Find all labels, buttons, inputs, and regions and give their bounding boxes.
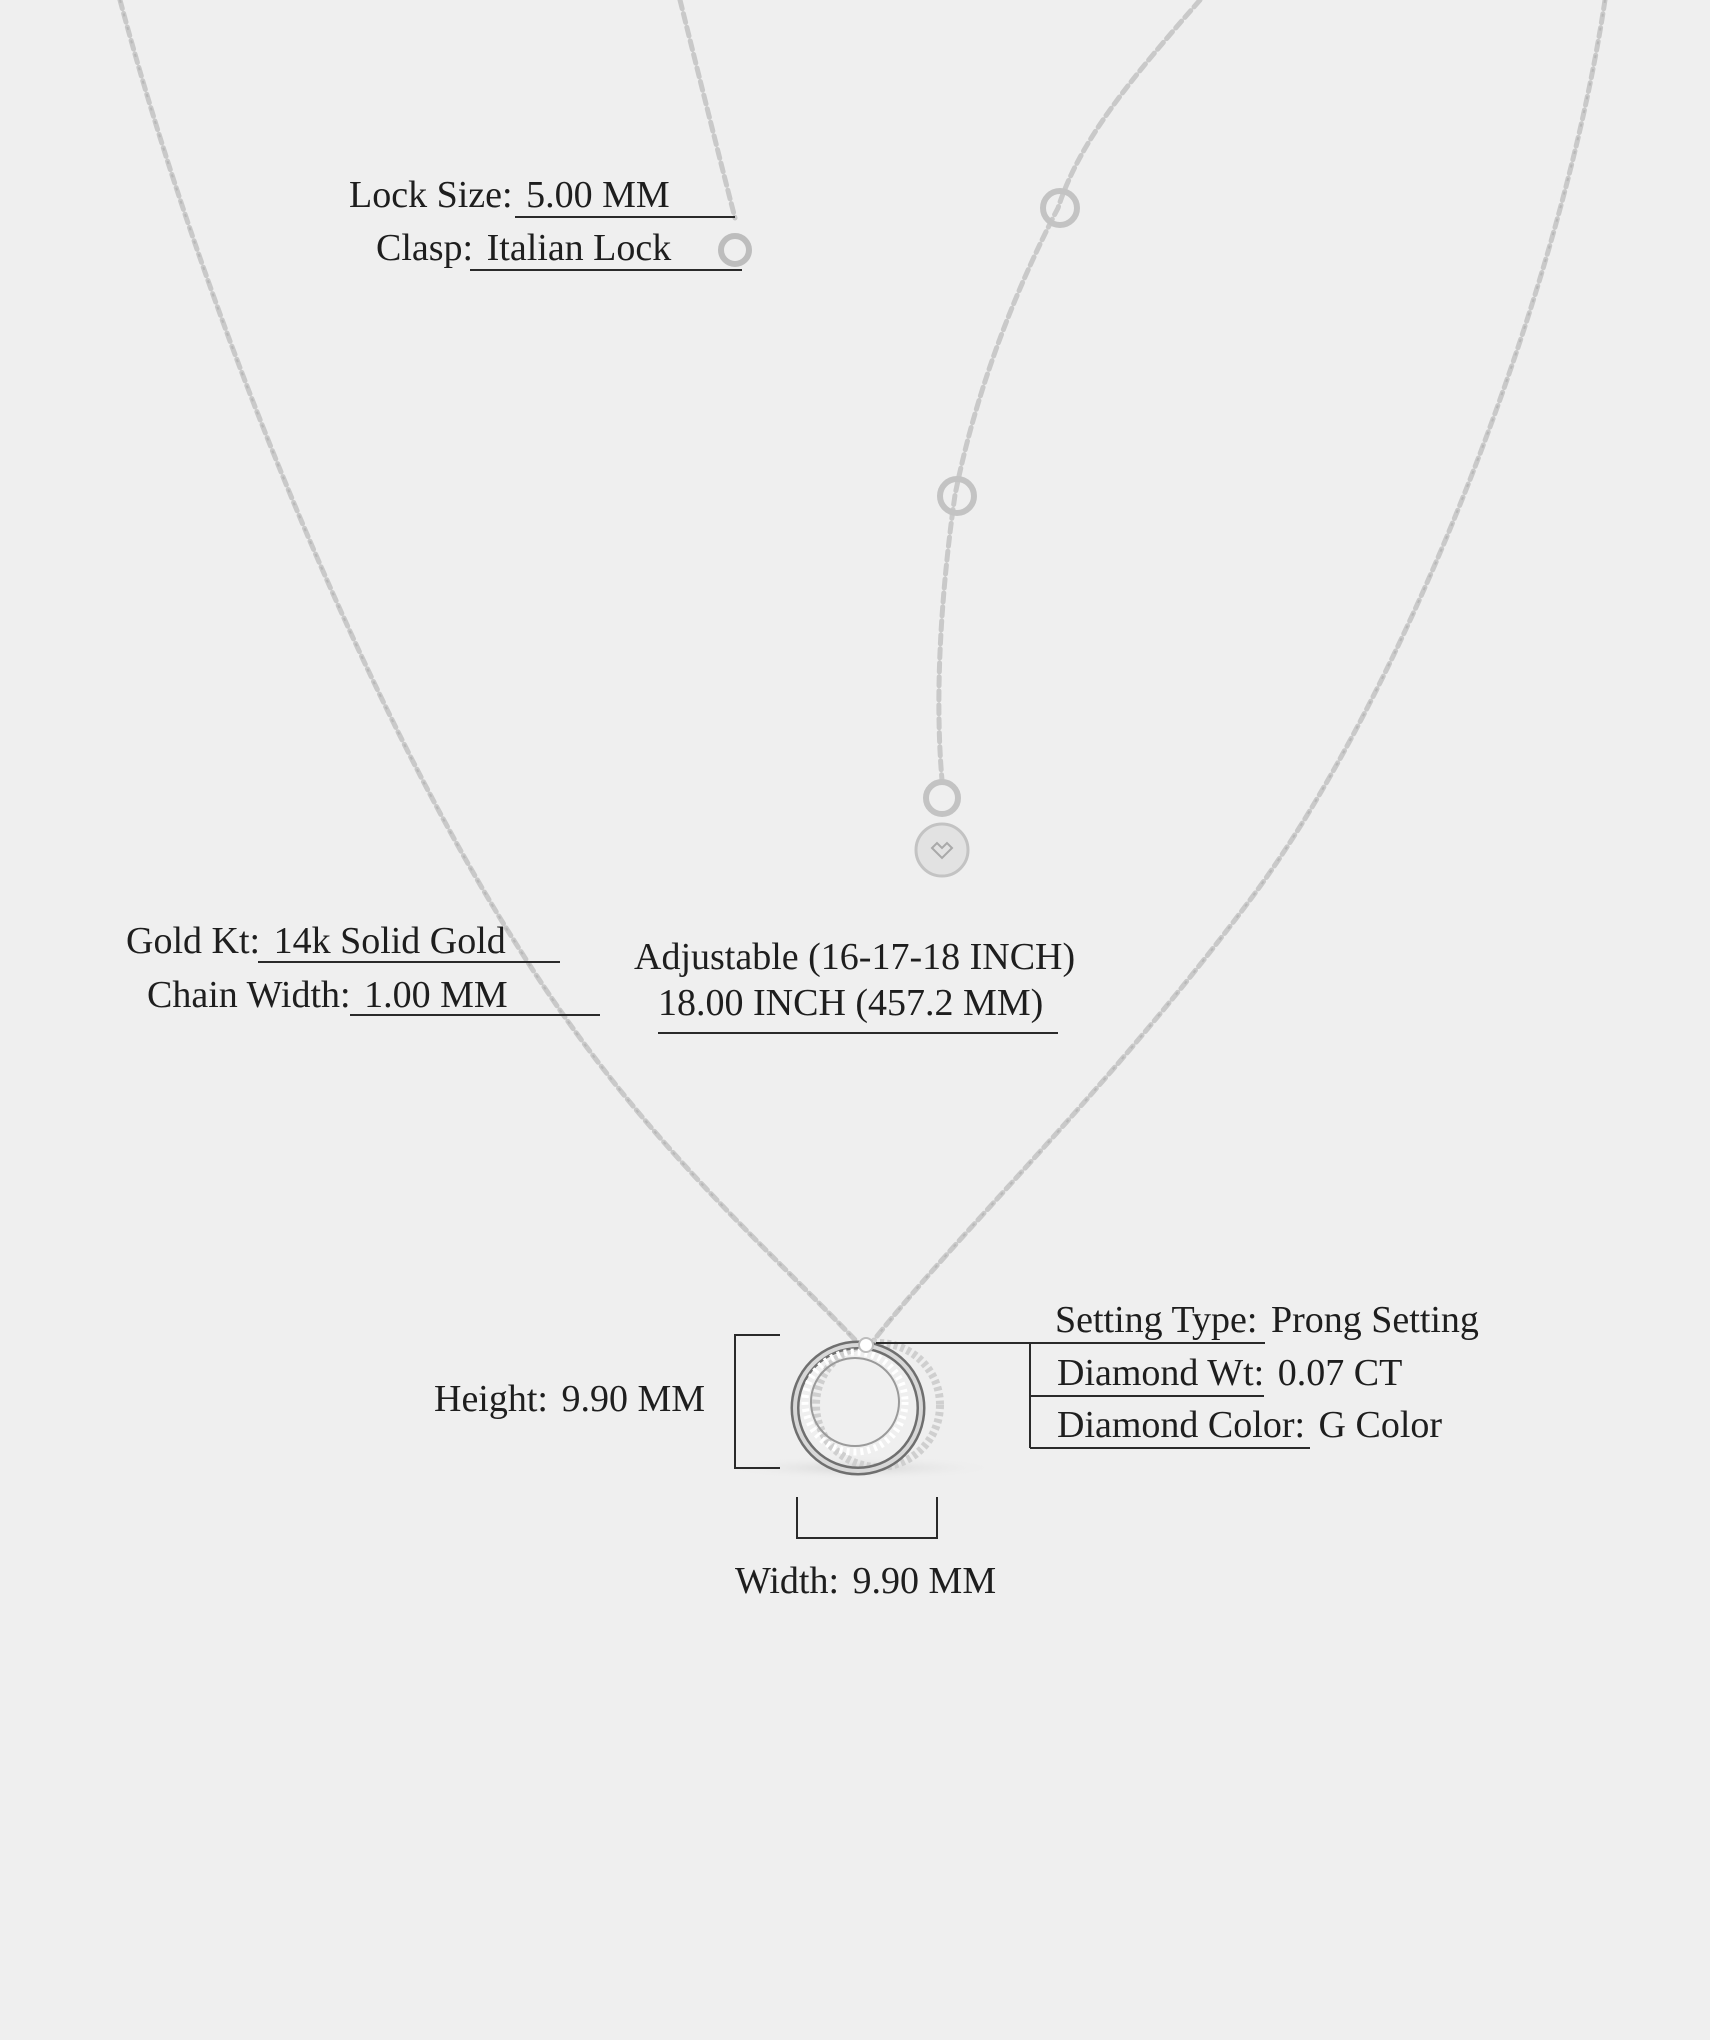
clasp-label: Clasp: — [376, 227, 474, 269]
width-spec — [735, 1562, 996, 1600]
length-value: 18.00 INCH (457.2 MM) — [658, 982, 1044, 1024]
setting-type-spec — [1055, 1301, 1479, 1339]
logo-tag-icon — [916, 824, 968, 876]
height-spec — [434, 1380, 705, 1418]
chain-width-spec — [147, 976, 508, 1014]
chain-right-strand — [870, 0, 1605, 1345]
diamond-wt-spec — [1057, 1354, 1402, 1392]
height-value: 9.90 MM — [561, 1378, 706, 1420]
lock-size-label: Lock Size: — [349, 174, 513, 216]
height-label: Height: — [434, 1378, 548, 1420]
gold-kt-value: 14k Solid Gold — [273, 920, 506, 962]
lock-size-value: 5.00 MM — [526, 174, 670, 216]
chain-extender-strand — [939, 0, 1200, 780]
diamond-color-label: Diamond Color: — [1057, 1404, 1306, 1446]
clasp-value: Italian Lock — [486, 227, 672, 269]
gold-kt-label: Gold Kt: — [126, 920, 261, 962]
chain-width-label: Chain Width: — [147, 974, 351, 1016]
pendant-icon — [795, 1338, 940, 1471]
lock-size-spec — [349, 176, 670, 214]
chain-clasp-strand — [680, 0, 735, 218]
clasp-spec — [376, 229, 671, 267]
diamond-wt-label: Diamond Wt: — [1057, 1352, 1265, 1394]
gold-kt-spec — [126, 922, 506, 960]
diamond-color-spec — [1057, 1406, 1442, 1444]
extender-ring-icon — [926, 782, 958, 814]
chain-width-value: 1.00 MM — [364, 974, 508, 1016]
width-value: 9.90 MM — [852, 1560, 997, 1602]
width-label: Width: — [735, 1560, 840, 1602]
clasp-ring-icon — [721, 236, 749, 264]
setting-type-label: Setting Type: — [1055, 1299, 1258, 1341]
length-adjustable: Adjustable (16-17-18 INCH) — [634, 936, 1076, 978]
diamond-wt-value: 0.07 CT — [1277, 1352, 1403, 1394]
diamond-color-value: G Color — [1318, 1404, 1443, 1446]
setting-type-value: Prong Setting — [1270, 1299, 1479, 1341]
